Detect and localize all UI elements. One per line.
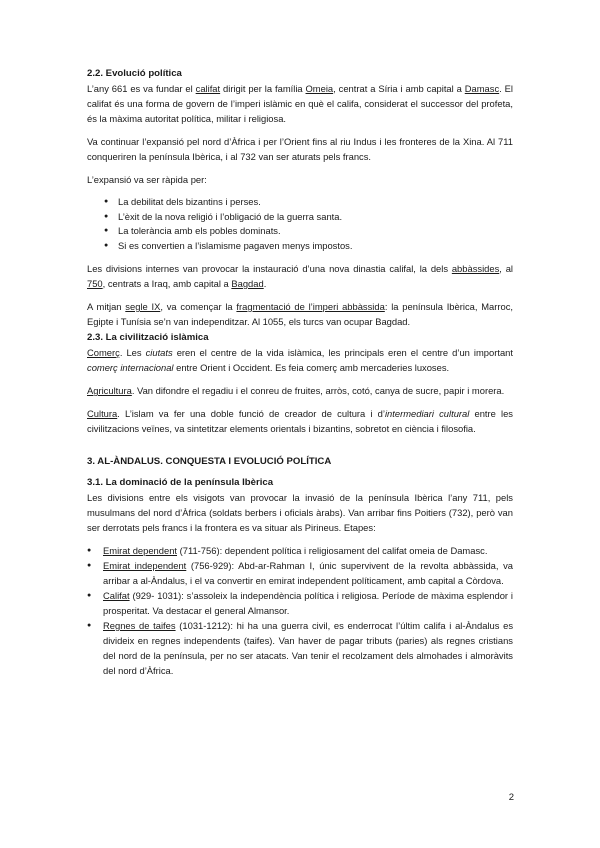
underlined-term: Damasc xyxy=(464,83,500,94)
text-run: (929- 1031): s’assoleix la independència política i religiosa. Període de màxima esplendor i prosperitat. Va destacar el general Almansor. xyxy=(103,590,513,616)
text-run: , centrat a Síria i amb capital a xyxy=(333,83,465,94)
list-item: ● L’èxit de la nova religió i l’obligació de la guerra santa. xyxy=(87,210,513,225)
list-item: ● La debilitat dels bizantins i perses. xyxy=(87,195,513,210)
text-run: (756-929): Abd-ar-Rahman I, únic supervivent de la revolta abbàssida, va arribar a al-Àndalus, i el va convertir en emirat independent políticament, amb capital a Còrdova. xyxy=(103,560,513,586)
stages-list xyxy=(87,543,513,678)
paragraph-expansio: Va continuar l’expansió pel nord d’Àfrica i per l’Orient fins al riu Indus i les fronteres de la Xina. Al 711 conqueriren la península Ibèrica, i al 732 van ser aturats pels francs. xyxy=(87,136,513,162)
text-run: . L’islam va fer una doble funció de creador de cultura i d’ xyxy=(117,408,385,419)
text-run: , centrats a Iraq, amb capital a xyxy=(102,278,232,289)
paragraph-califat xyxy=(87,81,513,126)
italic-term: ciutats xyxy=(145,347,173,358)
underlined-term: Comerç xyxy=(87,347,120,358)
paragraph-fragmentacio xyxy=(87,299,513,329)
text-run: . Les xyxy=(119,347,146,358)
underlined-term: Cultura xyxy=(87,408,118,419)
underlined-term: Omeia xyxy=(305,83,334,94)
text-run: (711-756): dependent política i religiosament del califat omeia de Damasc. xyxy=(177,545,488,556)
paragraph-expansio-rapida: L’expansió va ser ràpida per: xyxy=(87,174,207,185)
chapter-heading-al-andalus: 3. AL-ÀNDALUS. CONQUESTA I EVOLUCIÓ POLÍTICA xyxy=(87,456,332,467)
reasons-list xyxy=(87,195,513,253)
underlined-term: califat xyxy=(195,83,221,94)
text-run: . Van difondre el regadiu i el conreu de fruites, arròs, cotó, canya de sucre, papir i morera. xyxy=(131,385,505,396)
text-run: entre Orient i Occident. Es feia comerç amb mercaderies luxoses. xyxy=(173,362,450,373)
paragraph-abbassides xyxy=(87,261,513,291)
page-content xyxy=(87,66,513,678)
underlined-term: Agricultura xyxy=(87,385,132,396)
paragraph-agricultura xyxy=(87,383,513,398)
section-heading-evolucio-politica: 2.2. Evolució política xyxy=(87,68,182,79)
list-item xyxy=(87,543,513,558)
underlined-term: Regnes de taifes xyxy=(103,620,176,631)
page-number: 2 xyxy=(508,792,514,803)
list-item xyxy=(87,558,513,588)
text-run: : la península Ibèrica, Marroc, Egipte i Tunísia se’n van independitzar. Al 1055, els turcs van ocupar Bagdad. xyxy=(87,301,513,327)
italic-term: intermediari cultural xyxy=(384,408,470,419)
underlined-term: abbàssides xyxy=(451,263,500,274)
text-run: (1031-1212): hi ha una guerra civil, es enderrocat l’últim califa i al-Àndalus es divideix en regnes independents (taifes). Van haver de pagar tributs (paries) als regnes cristians del nord de la península, per no ser atacats. Van tenir el recolzament dels almohades i almoràvits del nord d’Àfrica. xyxy=(103,620,514,676)
list-item xyxy=(87,618,513,678)
text-run: . El califat és una forma de govern de l’imperi islàmic en què el califa, considerat el successor del profeta, és la màxima autoritat política, militar i religiosa. xyxy=(87,83,513,124)
underlined-term: Bagdad xyxy=(231,278,264,289)
text-run: A mitjan xyxy=(87,301,126,312)
underlined-term: segle IX xyxy=(125,301,161,312)
section-heading-civilitzacio: 2.3. La civilització islàmica xyxy=(87,332,209,343)
underlined-term: fragmentació de l’imperi abbàssida xyxy=(236,301,385,312)
text-run: L’any 661 es va fundar el xyxy=(87,83,196,94)
underlined-term: Emirat dependent xyxy=(103,545,178,556)
paragraph-comerc xyxy=(87,345,513,375)
italic-term: comerç internacional xyxy=(87,362,174,373)
text-run: , va començar la xyxy=(160,301,237,312)
list-item: ● Si es convertien a l’islamisme pagaven menys impostos. xyxy=(87,239,513,254)
underlined-term: 750 xyxy=(87,278,103,289)
text-run: , al xyxy=(499,263,513,274)
underlined-term: Califat xyxy=(103,590,130,601)
text-run: entre les civilitzacions veïnes, va sintetitzar elements orientals i bizantins, sobretot en ciència i filosofia. xyxy=(87,408,513,434)
text-run: dirigit per la família xyxy=(220,83,306,94)
text-run: Les divisions internes van provocar la instauració d’una nova dinastia califal, la dels xyxy=(87,263,452,274)
paragraph-cultura xyxy=(87,406,513,436)
section-heading-dominacio: 3.1. La dominació de la península Ibèrica xyxy=(87,477,274,488)
paragraph-divisions-visigots: Les divisions entre els visigots van provocar la invasió de la península Ibèrica l’any 711, pels musulmans del nord d’Àfrica (soldats berbers i oficials àrabs). Van arribar fins Poitiers (732), però van ser derrotats pels francs i la frontera es va situar als Pirineus. Etapes: xyxy=(87,492,513,533)
list-item: ● La tolerància amb els pobles dominats. xyxy=(87,224,513,239)
list-item xyxy=(87,588,513,618)
text-run: . xyxy=(263,278,267,289)
text-run: eren el centre de la vida islàmica, les principals eren el centre d’un important xyxy=(172,347,513,358)
underlined-term: Emirat independent xyxy=(103,560,187,571)
